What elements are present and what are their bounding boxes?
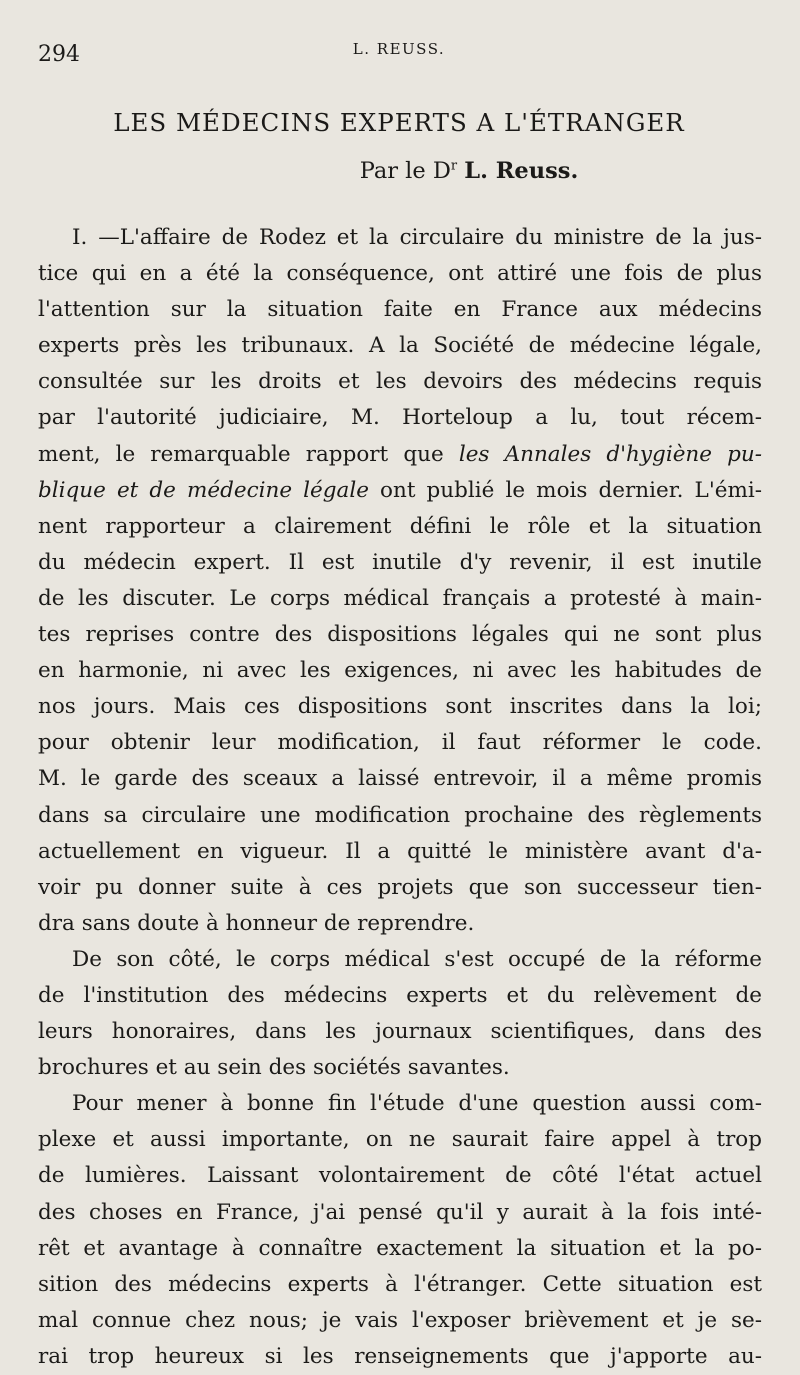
text-line: nos jours. Mais ces dispositions sont inscrites dans la loi;	[38, 694, 762, 720]
text-line: par l'autorité judiciaire, M. Horteloup a lu, tout récem-	[38, 405, 762, 431]
text-line: plexe et aussi importante, on ne saurait faire appel à trop	[38, 1127, 762, 1153]
running-header	[38, 34, 760, 68]
text-line: ment, le remarquable rapport que les Annales d'hygiène pu-	[38, 441, 762, 467]
article-body	[38, 220, 762, 1375]
article-title: LES MÉDECINS EXPERTS A L'ÉTRANGER	[113, 108, 685, 137]
text-line: leurs honoraires, dans les journaux scientifiques, dans des	[38, 1019, 762, 1045]
text-line: dra sans doute à honneur de reprendre.	[38, 910, 475, 936]
text-line: l'attention sur la situation faite en France aux médecins	[38, 297, 762, 323]
text-line: experts près les tribunaux. A la Société de médecine légale,	[38, 333, 762, 359]
text-line: en harmonie, ni avec les exigences, ni avec les habitudes de	[38, 658, 762, 684]
text-line: de l'institution des médecins experts et du relèvement de	[38, 982, 762, 1008]
text-line: De son côté, le corps médical s'est occupé de la réforme	[72, 946, 762, 972]
journal-title-italic: blique et de médecine légale	[38, 477, 369, 503]
text-line: du médecin expert. Il est inutile d'y revenir, il est inutile	[38, 549, 762, 575]
text-line: brochures et au sein des sociétés savantes.	[38, 1055, 510, 1081]
byline-author: L. Reuss.	[464, 158, 579, 184]
byline-superscript: r	[450, 158, 458, 174]
text-line: mal connue chez nous; je vais l'exposer brièvement et je se-	[38, 1307, 762, 1333]
text-line: actuellement en vigueur. Il a quitté le ministère avant d'a-	[38, 838, 762, 864]
text-line: voir pu donner suite à ces projets que son successeur tien-	[38, 874, 762, 900]
running-title: L. REUSS.	[352, 40, 446, 58]
text-line: dans sa circulaire une modification prochaine des règlements	[38, 802, 762, 828]
text-line: des choses en France, j'ai pensé qu'il y aurait à la fois inté-	[38, 1199, 762, 1225]
text-line: de lumières. Laissant volontairement de côté l'état actuel	[38, 1163, 762, 1189]
text-line: tes reprises contre des dispositions légales qui ne sont plus	[38, 622, 762, 648]
text-line: rai trop heureux si les renseignements que j'apporte au-	[38, 1343, 762, 1369]
journal-title-italic: les Annales d'hygiène pu-	[458, 441, 762, 467]
text-line: nent rapporteur a clairement défini le rôle et la situation	[38, 513, 762, 539]
text-line: tice qui en a été la conséquence, ont attiré une fois de plus	[38, 261, 762, 287]
page-number: 294	[38, 42, 80, 67]
text-line: I. —L'affaire de Rodez et la circulaire du ministre de la jus-	[72, 225, 762, 250]
text-line: rêt et avantage à connaître exactement la situation et la po-	[38, 1235, 762, 1261]
text-line: M. le garde des sceaux a laissé entrevoir, il a même promis	[38, 766, 762, 792]
text-line: blique et de médecine légale ont publié le mois dernier. L'émi-	[38, 477, 762, 503]
byline	[38, 158, 760, 184]
text-line: sition des médecins experts à l'étranger. Cette situation est	[38, 1271, 762, 1297]
text-line: de les discuter. Le corps médical français a protesté à main-	[38, 585, 762, 611]
text-line: pour obtenir leur modification, il faut réformer le code.	[38, 730, 762, 756]
byline-prefix: Par le D	[359, 158, 451, 184]
text-line: Pour mener à bonne fin l'étude d'une question aussi com-	[72, 1091, 762, 1117]
text-line: consultée sur les droits et les devoirs des médecins requis	[38, 369, 762, 395]
